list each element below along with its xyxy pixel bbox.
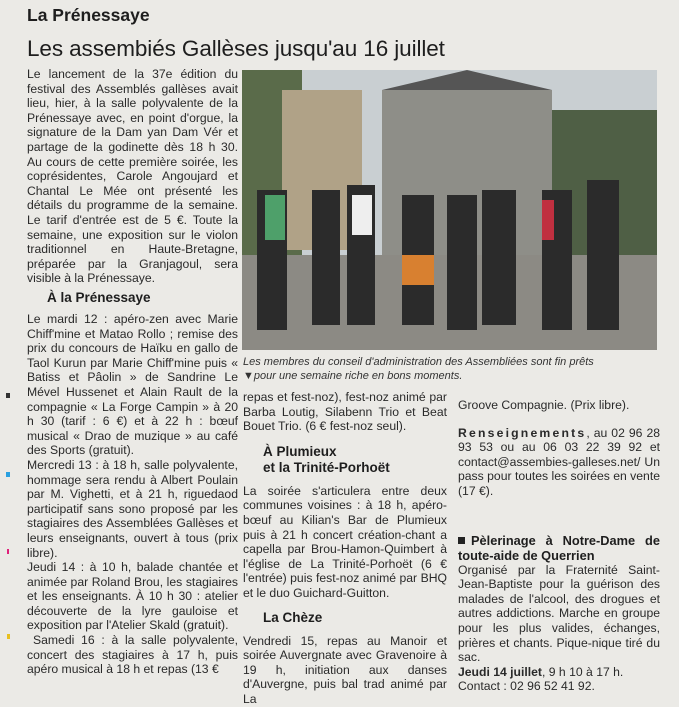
margin-mark	[7, 549, 9, 554]
caption-line-1: Les membres du conseil d'administration des Assembliées sont fin prêts	[243, 356, 594, 368]
renseignements-details: , au 02 96 28 93 53 ou au 06 03 22 39 92 et contact@assembies-galleses.net/ Un pass pour toutes les soirées en vente (17 €).	[458, 425, 660, 498]
caption-arrow-icon: ▼	[243, 370, 254, 382]
plumieux-heading-line1: À Plumieux	[263, 443, 337, 459]
middle-column	[243, 390, 447, 707]
prenessaye-heading: À la Prénessaye	[47, 290, 151, 305]
caption-line-2: pour une semaine riche en bons moments.	[253, 370, 463, 382]
plumieux-text: La soirée s'articulera entre deux communes voisines : à 18 h, apéro-bœuf au Kilian's Bar de Plumieux puis à 21 h concert création-chant a capella par Brou-Hamon-Quimbert à l'église de La Trinité-Porhoët (6 € l'entrée) puis fest-noz animé par BHQ et le duo Guichard-Guitton.	[243, 483, 447, 600]
thursday-text: Jeudi 14 : à 10 h, balade chantée et animée par Roland Brou, les stagiaires et les enseignants. À 10 h 30 : atelier découverte de la lyre gauloise et exposition par l'Atelier Skald (gratuit).	[27, 560, 238, 633]
renseignements-label: Renseignements	[458, 425, 587, 440]
margin-mark	[6, 393, 10, 398]
cheze-continued: Groove Compagnie. (Prix libre).	[458, 398, 630, 412]
wednesday-text: Mercredi 13 : à 18 h, salle polyvalente, hommage sera rendu à Albert Poulain par M. Vighetti, et à 21 h, riguedaod participatif sans sono proposé par les stagiaires des Assemblées Gallèses et leurs enseignants, ouvert à tous (prix libre).	[27, 457, 238, 560]
pelerinage-contact: Contact : 02 96 52 41 92.	[458, 679, 595, 694]
cheze-text: Vendredi 15, repas au Manoir et soirée Auvergnate avec Gravenoire à 19 h, initiation aux danses d'Auvergne, puis bal trad animé par La	[243, 633, 447, 706]
intro-text: Le lancement de la 37e édition du festival des Assemblés gallèses avait lieu, hier, à la salle polyvalente de la Prénessaye avec, en point d'orgue, la signature de la Dam yan Dam Vér et partage de la godinette dès 18 h 30. Au cours de cette première soirée, les coprésidentes, Carole Angoujard et Chantal Le Mée ont présenté les détails du programme de la semaine. Le tarif d'entrée est de 5 €. Toute la semaine, une exposition sur le violon traditionnel en Haute-Bretagne, préparée par la Granjagoul, sera visible à la Prénessaye.	[27, 67, 238, 286]
photo-caption	[243, 355, 663, 383]
plumieux-heading	[243, 444, 447, 476]
saturday-text: Samedi 16 : à la salle polyvalente, concert des stagiaires à 17 h, puis apéro musical à 18 h et repas (13 €	[27, 633, 238, 677]
intro-paragraph	[27, 67, 238, 286]
margin-mark	[7, 634, 10, 639]
prenessaye-section	[27, 290, 238, 677]
section-kicker: La Prénessaye	[27, 5, 150, 25]
photo-illustration	[242, 70, 657, 350]
right-column	[458, 398, 660, 694]
renseignements-text	[458, 426, 660, 499]
plumieux-heading-line2: et la Trinité-Porhoët	[263, 459, 390, 475]
pelerinage-date: Jeudi 14 juillet, 9 h 10 à 17 h.	[458, 664, 624, 679]
cheze-heading: La Chèze	[263, 609, 323, 625]
tuesday-text: Le mardi 12 : apéro-zen avec Marie Chiff'mine et Matao Rollo ; remise des prix du concours de Haïku en gallo de Taol Kurun par Marie Chiff'mine puis « Batiss et Pâolin » de Sandrine Le Mével Hussenet et Alain Rault de la compagnie « La Forge Campin » à 20 h 30 (tarif : 6 €) et à 22 h : bœuf musical « Drao de muzique » au café des Sports (gratuit).	[27, 312, 238, 458]
article-headline: Les assembiés Gallèses jusqu'au 16 juillet	[27, 36, 445, 61]
group-photo	[242, 70, 657, 350]
margin-mark	[6, 472, 10, 477]
saturday-continued: repas et fest-noz), fest-noz animé par Barba Loutig, Silabenn Trio et Beat Bouet Trio. (6 € fest-noz seul).	[243, 390, 447, 434]
pelerinage-text: Organisé par la Fraternité Saint-Jean-Baptiste pour la guérison des malades de l'alcool, des drogues et autres addictions. Marche en groupe pour les plus valides, échanges, prières et chants. Pique-nique tiré du sac.	[458, 562, 660, 665]
bullet-icon	[458, 537, 465, 544]
pelerinage-heading: Pèlerinage à Notre-Dame de toute-aide de Querrien	[458, 532, 660, 563]
